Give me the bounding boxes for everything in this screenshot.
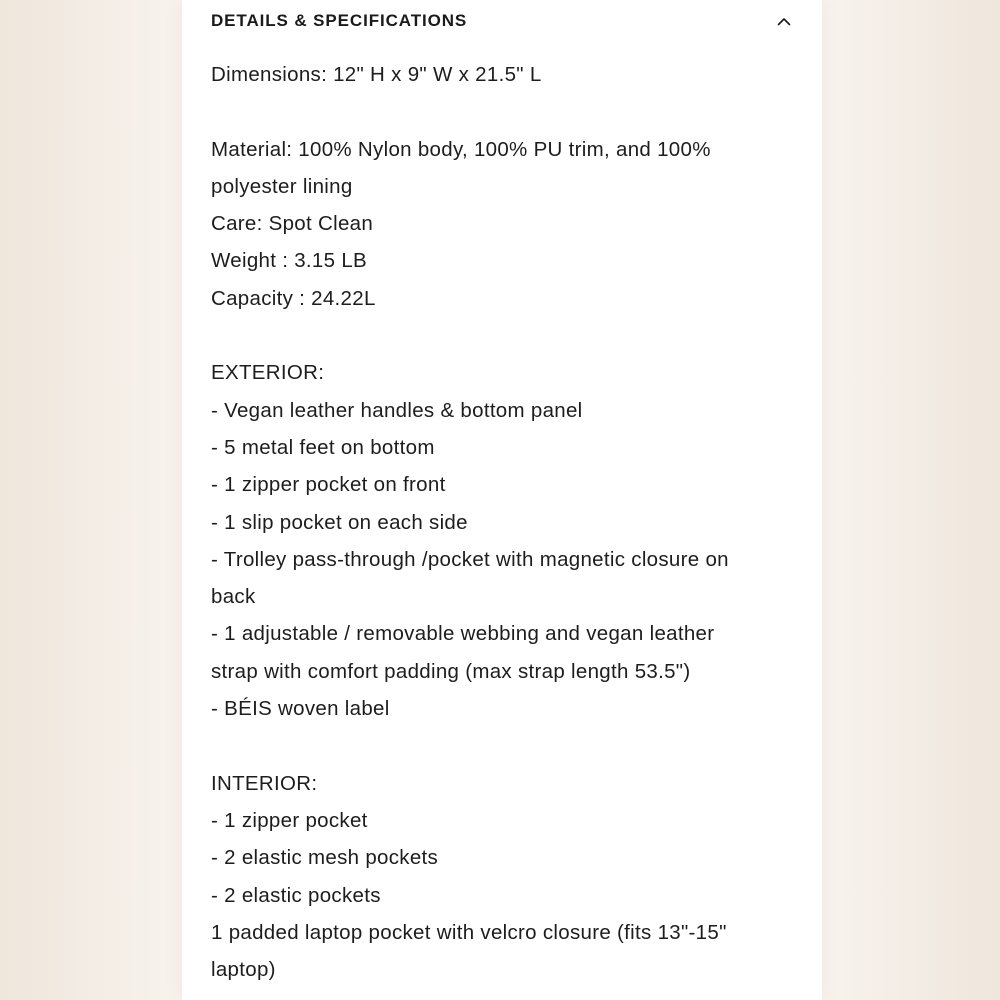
- interior-item-cont: laptop): [211, 958, 276, 982]
- details-content: [211, 56, 793, 988]
- background-left: [0, 0, 182, 1000]
- section-title: DETAILS & SPECIFICATIONS: [211, 11, 468, 30]
- spacer: [211, 93, 793, 130]
- exterior-item: - 1 slip pocket on each side: [211, 510, 468, 534]
- exterior-item: - 1 adjustable / removable webbing and vegan leather: [211, 622, 715, 646]
- spacer: [211, 727, 793, 764]
- details-panel: [182, 0, 822, 1000]
- interior-item: - 1 zipper pocket: [211, 808, 368, 832]
- interior-item: - 2 elastic pockets: [211, 883, 381, 907]
- interior-item: 1 padded laptop pocket with velcro closure (fits 13"-15": [211, 920, 727, 944]
- exterior-item-cont: strap with comfort padding (max strap length 53.5"): [211, 659, 691, 683]
- chevron-up-icon[interactable]: [775, 12, 793, 30]
- spacer: [211, 317, 793, 354]
- spec-material: Material: 100% Nylon body, 100% PU trim, and 100%: [211, 137, 711, 161]
- exterior-item: - BÉIS woven label: [211, 697, 390, 721]
- interior-item: - 2 elastic mesh pockets: [211, 846, 439, 870]
- spec-care: Care: Spot Clean: [211, 212, 374, 236]
- exterior-item: - Trolley pass-through /pocket with magnetic closure on: [211, 547, 729, 571]
- exterior-item: - 1 zipper pocket on front: [211, 473, 446, 497]
- interior-heading: INTERIOR:: [211, 771, 318, 795]
- spec-capacity: Capacity : 24.22L: [211, 286, 376, 310]
- exterior-item: - 5 metal feet on bottom: [211, 435, 435, 459]
- spec-weight: Weight : 3.15 LB: [211, 249, 367, 273]
- exterior-heading: EXTERIOR:: [211, 361, 325, 385]
- spec-dimensions: Dimensions: 12" H x 9" W x 21.5" L: [211, 63, 542, 86]
- exterior-item-cont: back: [211, 585, 256, 609]
- details-accordion-toggle[interactable]: [211, 0, 793, 42]
- exterior-item: - Vegan leather handles & bottom panel: [211, 398, 583, 422]
- spec-material-cont: polyester lining: [211, 174, 353, 198]
- background-right: [822, 0, 1000, 1000]
